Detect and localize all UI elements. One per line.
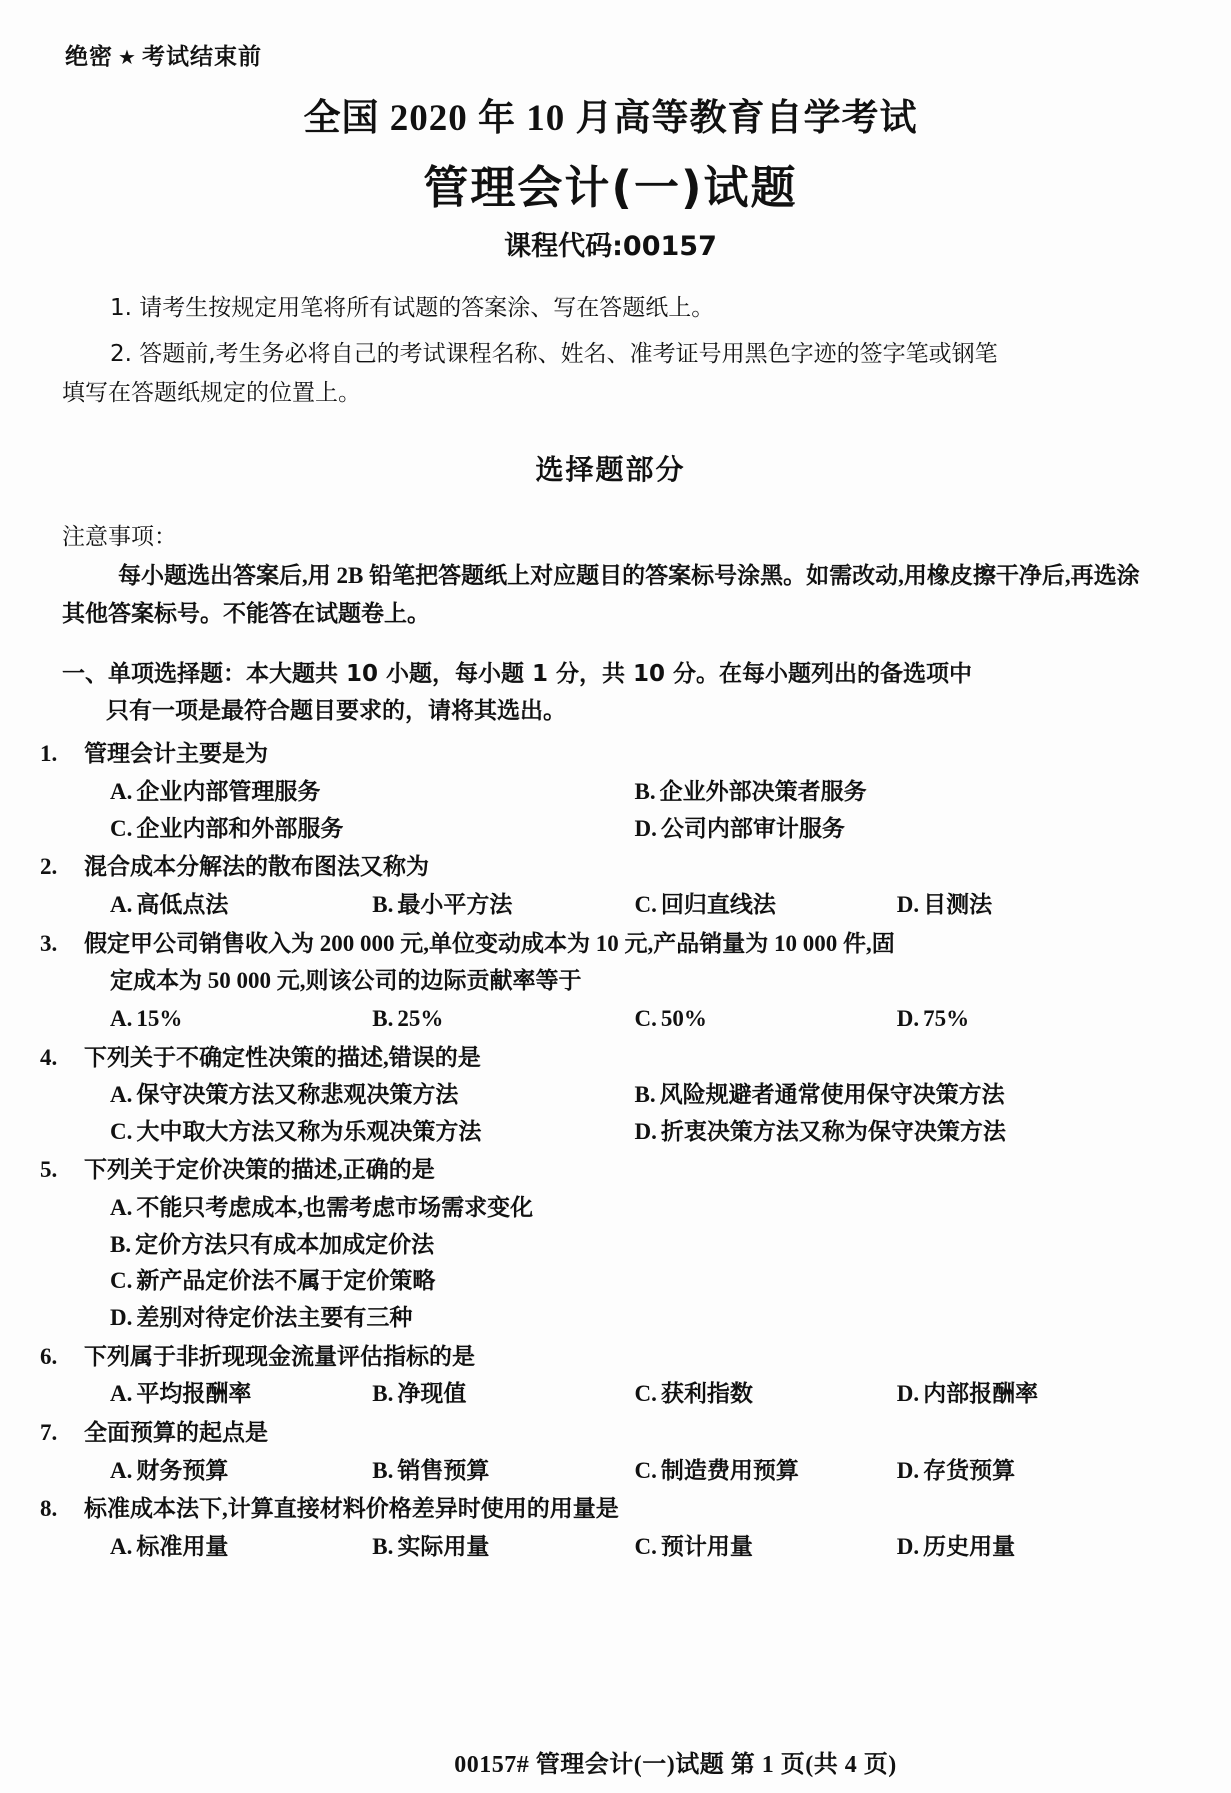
instruction-item-continued: 填写在答题纸规定的位置上。	[62, 380, 361, 407]
option-label: D.	[110, 1305, 133, 1330]
question-stem	[40, 926, 1159, 962]
general-instructions	[62, 289, 1159, 414]
option-text: 企业外部决策者服务	[659, 779, 867, 805]
option-text: 新产品定价法不属于定价策略	[136, 1268, 436, 1294]
star-icon: ★	[118, 45, 137, 69]
question-text: 管理会计主要是为	[84, 741, 268, 767]
option-label: D.	[896, 891, 920, 917]
question-number: 6.	[40, 1343, 58, 1369]
option-label: C.	[634, 891, 657, 917]
notes-body: 每小题选出答案后,用 2B 铅笔把答题纸上对应题目的答案标号涂黑。如需改动,用橡皮擦干净后,再选涂其他答案标号。不能答在试题卷上。	[62, 562, 1140, 627]
question-item	[40, 1152, 1159, 1335]
option-label: A.	[110, 1195, 133, 1221]
question-stem	[40, 1339, 1159, 1375]
secrecy-header	[65, 38, 1159, 71]
option-text: 平均报酬率	[136, 1381, 252, 1407]
part-one-heading	[62, 656, 1159, 731]
option-b[interactable]	[635, 774, 1160, 810]
option-label: B.	[634, 1082, 656, 1108]
question-text: 下列关于定价决策的描述,正确的是	[84, 1157, 435, 1183]
question-item	[40, 1415, 1159, 1488]
question-text: 标准成本法下,计算直接材料价格差异时使用的用量是	[84, 1496, 619, 1522]
option-a[interactable]	[110, 1077, 635, 1113]
option-label: B.	[372, 1457, 394, 1483]
option-a[interactable]	[110, 1001, 372, 1037]
option-d[interactable]	[635, 1114, 1160, 1150]
question-stem	[40, 1491, 1159, 1527]
question-stem	[40, 1040, 1159, 1076]
option-row	[62, 887, 1159, 923]
option-label: D.	[896, 1381, 920, 1407]
option-label: C.	[110, 1118, 133, 1144]
option-c[interactable]	[635, 1453, 897, 1489]
question-stem	[40, 1152, 1159, 1188]
option-c[interactable]	[635, 1001, 897, 1037]
option-text: 50%	[660, 1005, 707, 1031]
question-text: 假定甲公司销售收入为 200 000 元,单位变动成本为 10 元,产品销量为 10 000 件,固	[84, 930, 895, 956]
option-b[interactable]	[635, 1077, 1160, 1113]
option-label: C.	[110, 1268, 133, 1294]
option-row	[62, 1190, 1159, 1336]
page-footer: 00157# 管理会计(一)试题 第 1 页(共 4 页)	[454, 1752, 897, 1778]
question-stem	[40, 1415, 1159, 1451]
option-label: B.	[372, 1533, 394, 1559]
option-label: C.	[110, 815, 133, 841]
option-b[interactable]	[372, 1453, 634, 1489]
option-text: 不能只考虑成本,也需考虑市场需求变化	[136, 1195, 534, 1221]
option-row	[62, 1077, 1159, 1113]
option-label: D.	[896, 1457, 920, 1483]
question-item	[40, 926, 1159, 1037]
option-text: 销售预算	[397, 1457, 490, 1483]
option-label: A.	[110, 1533, 133, 1559]
option-c[interactable]	[635, 1376, 897, 1412]
instruction-item: 2. 答题前,考生务必将自己的考试课程名称、姓名、准考证号用黑色字迹的签字笔或钢笔	[110, 340, 998, 367]
option-label: A.	[110, 779, 133, 805]
option-text: 风险规避者通常使用保守决策方法	[659, 1082, 1005, 1108]
exam-title: 全国 2020 年 10 月高等教育自学考试	[303, 98, 918, 139]
option-text: 制造费用预算	[660, 1457, 799, 1483]
option-label: B.	[110, 1231, 132, 1257]
notes-block	[62, 518, 1159, 634]
option-text: 获利指数	[660, 1381, 753, 1407]
option-a[interactable]	[110, 1453, 372, 1489]
option-row	[62, 1001, 1159, 1037]
option-row	[62, 1114, 1159, 1150]
option-text: 实际用量	[397, 1533, 490, 1559]
question-number: 2.	[40, 854, 58, 880]
option-label: A.	[110, 1381, 133, 1407]
option-text: 企业内部管理服务	[136, 779, 321, 805]
course-code: 课程代码:00157	[504, 231, 717, 262]
option-label: D.	[634, 815, 657, 841]
option-text: 大中取大方法又称为乐观决策方法	[136, 1118, 482, 1144]
question-stem-continued: 定成本为 50 000 元,则该公司的边际贡献率等于	[110, 968, 582, 994]
option-text: 财务预算	[136, 1457, 229, 1483]
option-label: D.	[896, 1533, 920, 1559]
question-number: 8.	[40, 1496, 58, 1522]
instruction-item: 1. 请考生按规定用笔将所有试题的答案涂、写在答题纸上。	[110, 295, 715, 321]
option-label: B.	[372, 1005, 394, 1031]
option-d[interactable]	[897, 1529, 1159, 1565]
question-number: 3.	[40, 930, 58, 956]
subject-title: 管理会计(一)试题	[423, 161, 798, 214]
option-row	[62, 1529, 1159, 1565]
option-text: 存货预算	[923, 1457, 1016, 1483]
question-text: 全面预算的起点是	[84, 1419, 268, 1445]
option-c[interactable]	[110, 811, 635, 847]
question-list	[40, 736, 1159, 1564]
option-text: 回归直线法	[660, 891, 776, 917]
option-text: 企业内部和外部服务	[136, 815, 344, 841]
option-b[interactable]	[372, 887, 634, 923]
option-label: C.	[634, 1533, 657, 1559]
option-row	[62, 774, 1159, 810]
secrecy-label: 绝密	[65, 44, 113, 70]
option-row	[62, 811, 1159, 847]
option-text: 15%	[136, 1005, 183, 1031]
option-text: 最小平方法	[397, 891, 513, 917]
option-b[interactable]	[372, 1529, 634, 1565]
option-text: 预计用量	[660, 1533, 753, 1559]
option-text: 公司内部审计服务	[660, 815, 845, 841]
option-c[interactable]	[635, 1529, 897, 1565]
question-number: 1.	[40, 741, 58, 767]
option-text: 保守决策方法又称悲观决策方法	[136, 1082, 459, 1108]
option-a[interactable]	[110, 1376, 372, 1412]
question-item	[40, 849, 1159, 922]
option-text: 目测法	[923, 891, 993, 917]
option-c[interactable]	[110, 1114, 635, 1150]
question-number: 7.	[40, 1419, 58, 1445]
option-label: C.	[634, 1457, 657, 1483]
option-d[interactable]	[897, 887, 1159, 923]
notes-label: 注意事项：	[62, 523, 177, 550]
part-one-heading-line1: 一、单项选择题：本大题共 10 小题，每小题 1 分，共 10 分。在每小题列出的备选项中	[62, 660, 973, 687]
option-d[interactable]	[897, 1001, 1159, 1037]
option-text: 75%	[923, 1005, 970, 1031]
question-item	[40, 1339, 1159, 1412]
question-stem	[40, 736, 1159, 772]
option-b[interactable]	[110, 1227, 1159, 1263]
option-b[interactable]	[372, 1001, 634, 1037]
option-label: A.	[110, 1005, 133, 1031]
option-d[interactable]	[635, 811, 1160, 847]
option-label: B.	[634, 779, 656, 805]
question-item	[40, 736, 1159, 846]
option-text: 25%	[397, 1005, 444, 1031]
option-text: 定价方法只有成本加成定价法	[135, 1231, 435, 1257]
option-d[interactable]	[110, 1300, 1159, 1336]
option-a[interactable]	[110, 887, 372, 923]
option-text: 高低点法	[136, 891, 229, 917]
secrecy-note: 考试结束前	[141, 44, 262, 70]
option-text: 折衷决策方法又称为保守决策方法	[660, 1118, 1006, 1144]
option-label: D.	[634, 1118, 657, 1144]
option-label: B.	[372, 1381, 394, 1407]
question-stem	[40, 849, 1159, 885]
option-label: C.	[634, 1381, 657, 1407]
option-text: 内部报酬率	[923, 1381, 1039, 1407]
question-text: 下列关于不确定性决策的描述,错误的是	[84, 1044, 481, 1070]
question-text: 下列属于非折现现金流量评估指标的是	[84, 1343, 475, 1369]
option-a[interactable]	[110, 1529, 372, 1565]
option-text: 标准用量	[136, 1533, 229, 1559]
option-row	[62, 1453, 1159, 1489]
option-text: 差别对待定价法主要有三种	[136, 1305, 413, 1330]
option-d[interactable]	[897, 1453, 1159, 1489]
option-label: D.	[896, 1005, 920, 1031]
question-text: 混合成本分解法的散布图法又称为	[84, 854, 429, 880]
option-c[interactable]	[635, 887, 897, 923]
question-item	[40, 1491, 1159, 1564]
option-label: A.	[110, 1082, 133, 1108]
option-text: 历史用量	[923, 1533, 1016, 1559]
question-number: 5.	[40, 1157, 58, 1183]
option-b[interactable]	[372, 1376, 634, 1412]
option-label: B.	[372, 891, 394, 917]
option-label: A.	[110, 1457, 133, 1483]
option-text: 净现值	[397, 1381, 467, 1407]
question-item	[40, 1040, 1159, 1150]
option-d[interactable]	[897, 1376, 1159, 1412]
part-one-heading-line2: 只有一项是最符合题目要求的，请将其选出。	[106, 698, 566, 725]
question-number: 4.	[40, 1044, 58, 1070]
option-label: C.	[634, 1005, 657, 1031]
option-a[interactable]	[110, 1190, 1159, 1226]
section-heading-multiple-choice: 选择题部分	[535, 452, 686, 486]
option-label: A.	[110, 891, 133, 917]
option-c[interactable]	[110, 1263, 1159, 1299]
option-row	[62, 1376, 1159, 1412]
option-a[interactable]	[110, 774, 635, 810]
